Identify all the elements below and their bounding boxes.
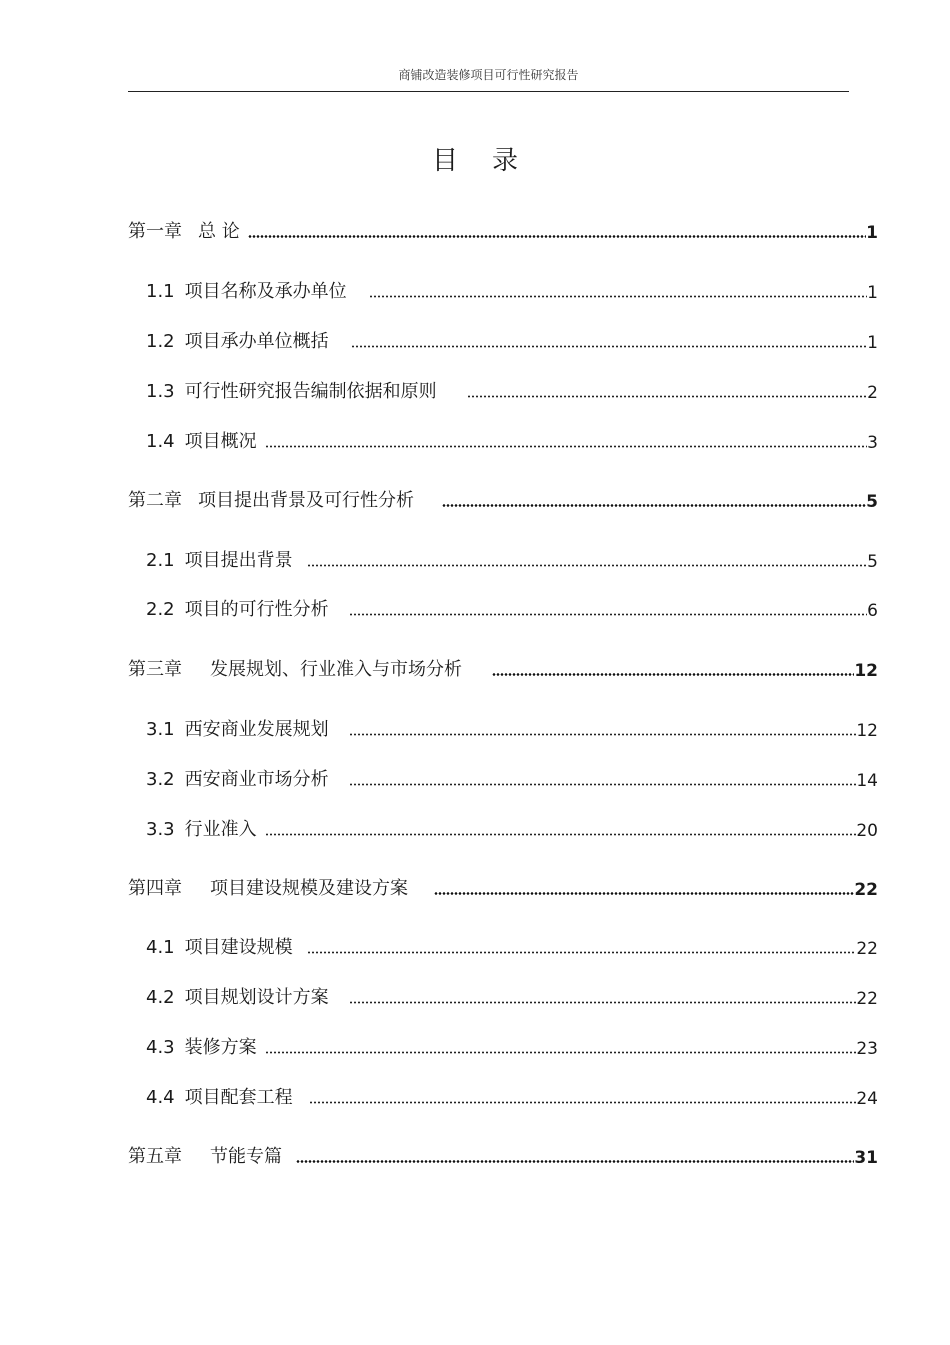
toc-entry-title: 行业准入 — [184, 819, 257, 840]
toc-entry-title: 项目的可行性分析 — [184, 599, 329, 620]
toc-entry-number: 第一章 — [128, 221, 182, 242]
toc-entry-chapter-1[interactable] — [128, 213, 878, 243]
toc-entry-section-2-1[interactable] — [146, 542, 878, 572]
toc-leader-dots — [492, 673, 854, 676]
toc-entry-section-1-1[interactable] — [146, 273, 878, 303]
toc-entry-title: 项目提出背景及可行性分析 — [198, 490, 414, 511]
toc-entry-number: 第四章 — [128, 878, 182, 899]
toc-entry-section-3-2[interactable] — [146, 761, 878, 791]
toc-leader-dots — [349, 783, 857, 786]
toc-leader-dots — [349, 1001, 857, 1004]
toc-entry-chapter-2[interactable] — [128, 482, 878, 512]
toc-entry-page: 1 — [866, 223, 878, 243]
toc-leader-dots — [351, 345, 868, 348]
toc-entry-section-4-2[interactable] — [146, 979, 878, 1009]
toc-entry-title: 项目概况 — [184, 431, 257, 452]
header-rule — [128, 91, 849, 92]
toc-entry-number: 3.2 — [146, 769, 175, 790]
toc-entry-number: 1.2 — [146, 331, 175, 352]
toc-entry-number: 1.3 — [146, 381, 175, 402]
toc-entry-title: 可行性研究报告编制依据和原则 — [184, 381, 437, 402]
toc-entry-title: 西安商业发展规划 — [184, 719, 329, 740]
toc-title: 目录 — [431, 146, 552, 176]
toc-entry-number: 4.3 — [146, 1037, 175, 1058]
toc-entry-section-2-2[interactable] — [146, 591, 878, 621]
toc-entry-page: 1 — [867, 283, 878, 303]
toc-entry-chapter-3[interactable] — [128, 651, 878, 681]
toc-entry-title: 项目配套工程 — [184, 1087, 293, 1108]
toc-entry-section-4-4[interactable] — [146, 1079, 878, 1109]
toc-entry-title: 项目规划设计方案 — [184, 987, 329, 1008]
toc-entry-title: 项目建设规模 — [184, 937, 293, 958]
toc-entry-title: 节能专篇 — [210, 1146, 282, 1167]
toc-leader-dots — [442, 504, 866, 507]
toc-entry-number: 4.4 — [146, 1087, 175, 1108]
toc-leader-dots — [349, 613, 868, 616]
toc-entry-chapter-5[interactable] — [128, 1138, 878, 1168]
toc-entry-number: 第三章 — [128, 659, 182, 680]
toc-entry-number: 1.1 — [146, 281, 175, 302]
toc-entry-title: 装修方案 — [184, 1037, 257, 1058]
toc-entry-page: 14 — [856, 771, 878, 791]
toc-entry-page: 22 — [856, 989, 878, 1009]
toc-entry-number: 第五章 — [128, 1146, 182, 1167]
toc-leader-dots — [349, 733, 857, 736]
toc-leader-dots — [467, 395, 868, 398]
toc-leader-dots — [296, 1160, 854, 1163]
running-header: 商铺改造装修项目可行性研究报告 — [398, 68, 579, 82]
toc-leader-dots — [265, 833, 857, 836]
toc-entry-number: 2.1 — [146, 550, 175, 571]
toc-entry-title: 西安商业市场分析 — [184, 769, 329, 790]
toc-leader-dots — [265, 445, 868, 448]
toc-entry-number: 第二章 — [128, 490, 182, 511]
toc-leader-dots — [434, 892, 854, 895]
toc-entry-page: 5 — [866, 492, 878, 512]
toc-entry-number: 4.1 — [146, 937, 175, 958]
toc-entry-page: 3 — [867, 433, 878, 453]
toc-entry-section-3-3[interactable] — [146, 811, 878, 841]
toc-entry-page: 2 — [867, 383, 878, 403]
toc-entry-page: 31 — [854, 1148, 878, 1168]
toc-entry-section-3-1[interactable] — [146, 711, 878, 741]
toc-leader-dots — [307, 951, 857, 954]
toc-entry-section-1-3[interactable] — [146, 373, 878, 403]
toc-leader-dots — [248, 235, 866, 238]
toc-entry-title: 总 论 — [198, 221, 240, 242]
toc-entry-section-1-4[interactable] — [146, 423, 878, 453]
toc-entry-page: 22 — [856, 939, 878, 959]
toc-entry-page: 1 — [867, 333, 878, 353]
toc-leader-dots — [265, 1051, 857, 1054]
toc-entry-page: 12 — [856, 721, 878, 741]
toc-leader-dots — [369, 295, 868, 298]
toc-entry-page: 24 — [856, 1089, 878, 1109]
toc-entry-page: 6 — [867, 601, 878, 621]
toc-entry-title: 项目建设规模及建设方案 — [210, 878, 408, 899]
toc-entry-title: 发展规划、行业准入与市场分析 — [210, 659, 462, 680]
toc-entry-page: 20 — [856, 821, 878, 841]
toc-entry-number: 1.4 — [146, 431, 175, 452]
toc-entry-number: 3.3 — [146, 819, 175, 840]
toc-entry-number: 4.2 — [146, 987, 175, 1008]
toc-entry-title: 项目名称及承办单位 — [184, 281, 347, 302]
toc-entry-title: 项目承办单位概括 — [184, 331, 329, 352]
toc-entry-page: 23 — [856, 1039, 878, 1059]
toc-entry-page: 22 — [854, 880, 878, 900]
toc-entry-title: 项目提出背景 — [184, 550, 293, 571]
toc-entry-number: 3.1 — [146, 719, 175, 740]
toc-entry-section-4-1[interactable] — [146, 929, 878, 959]
toc-leader-dots — [307, 564, 868, 567]
toc-entry-section-4-3[interactable] — [146, 1029, 878, 1059]
toc-entry-page: 12 — [854, 661, 878, 681]
toc-entry-number: 2.2 — [146, 599, 175, 620]
toc-entry-chapter-4[interactable] — [128, 870, 878, 900]
toc-entry-page: 5 — [867, 552, 878, 572]
toc-entry-section-1-2[interactable] — [146, 323, 878, 353]
toc-leader-dots — [309, 1101, 857, 1104]
